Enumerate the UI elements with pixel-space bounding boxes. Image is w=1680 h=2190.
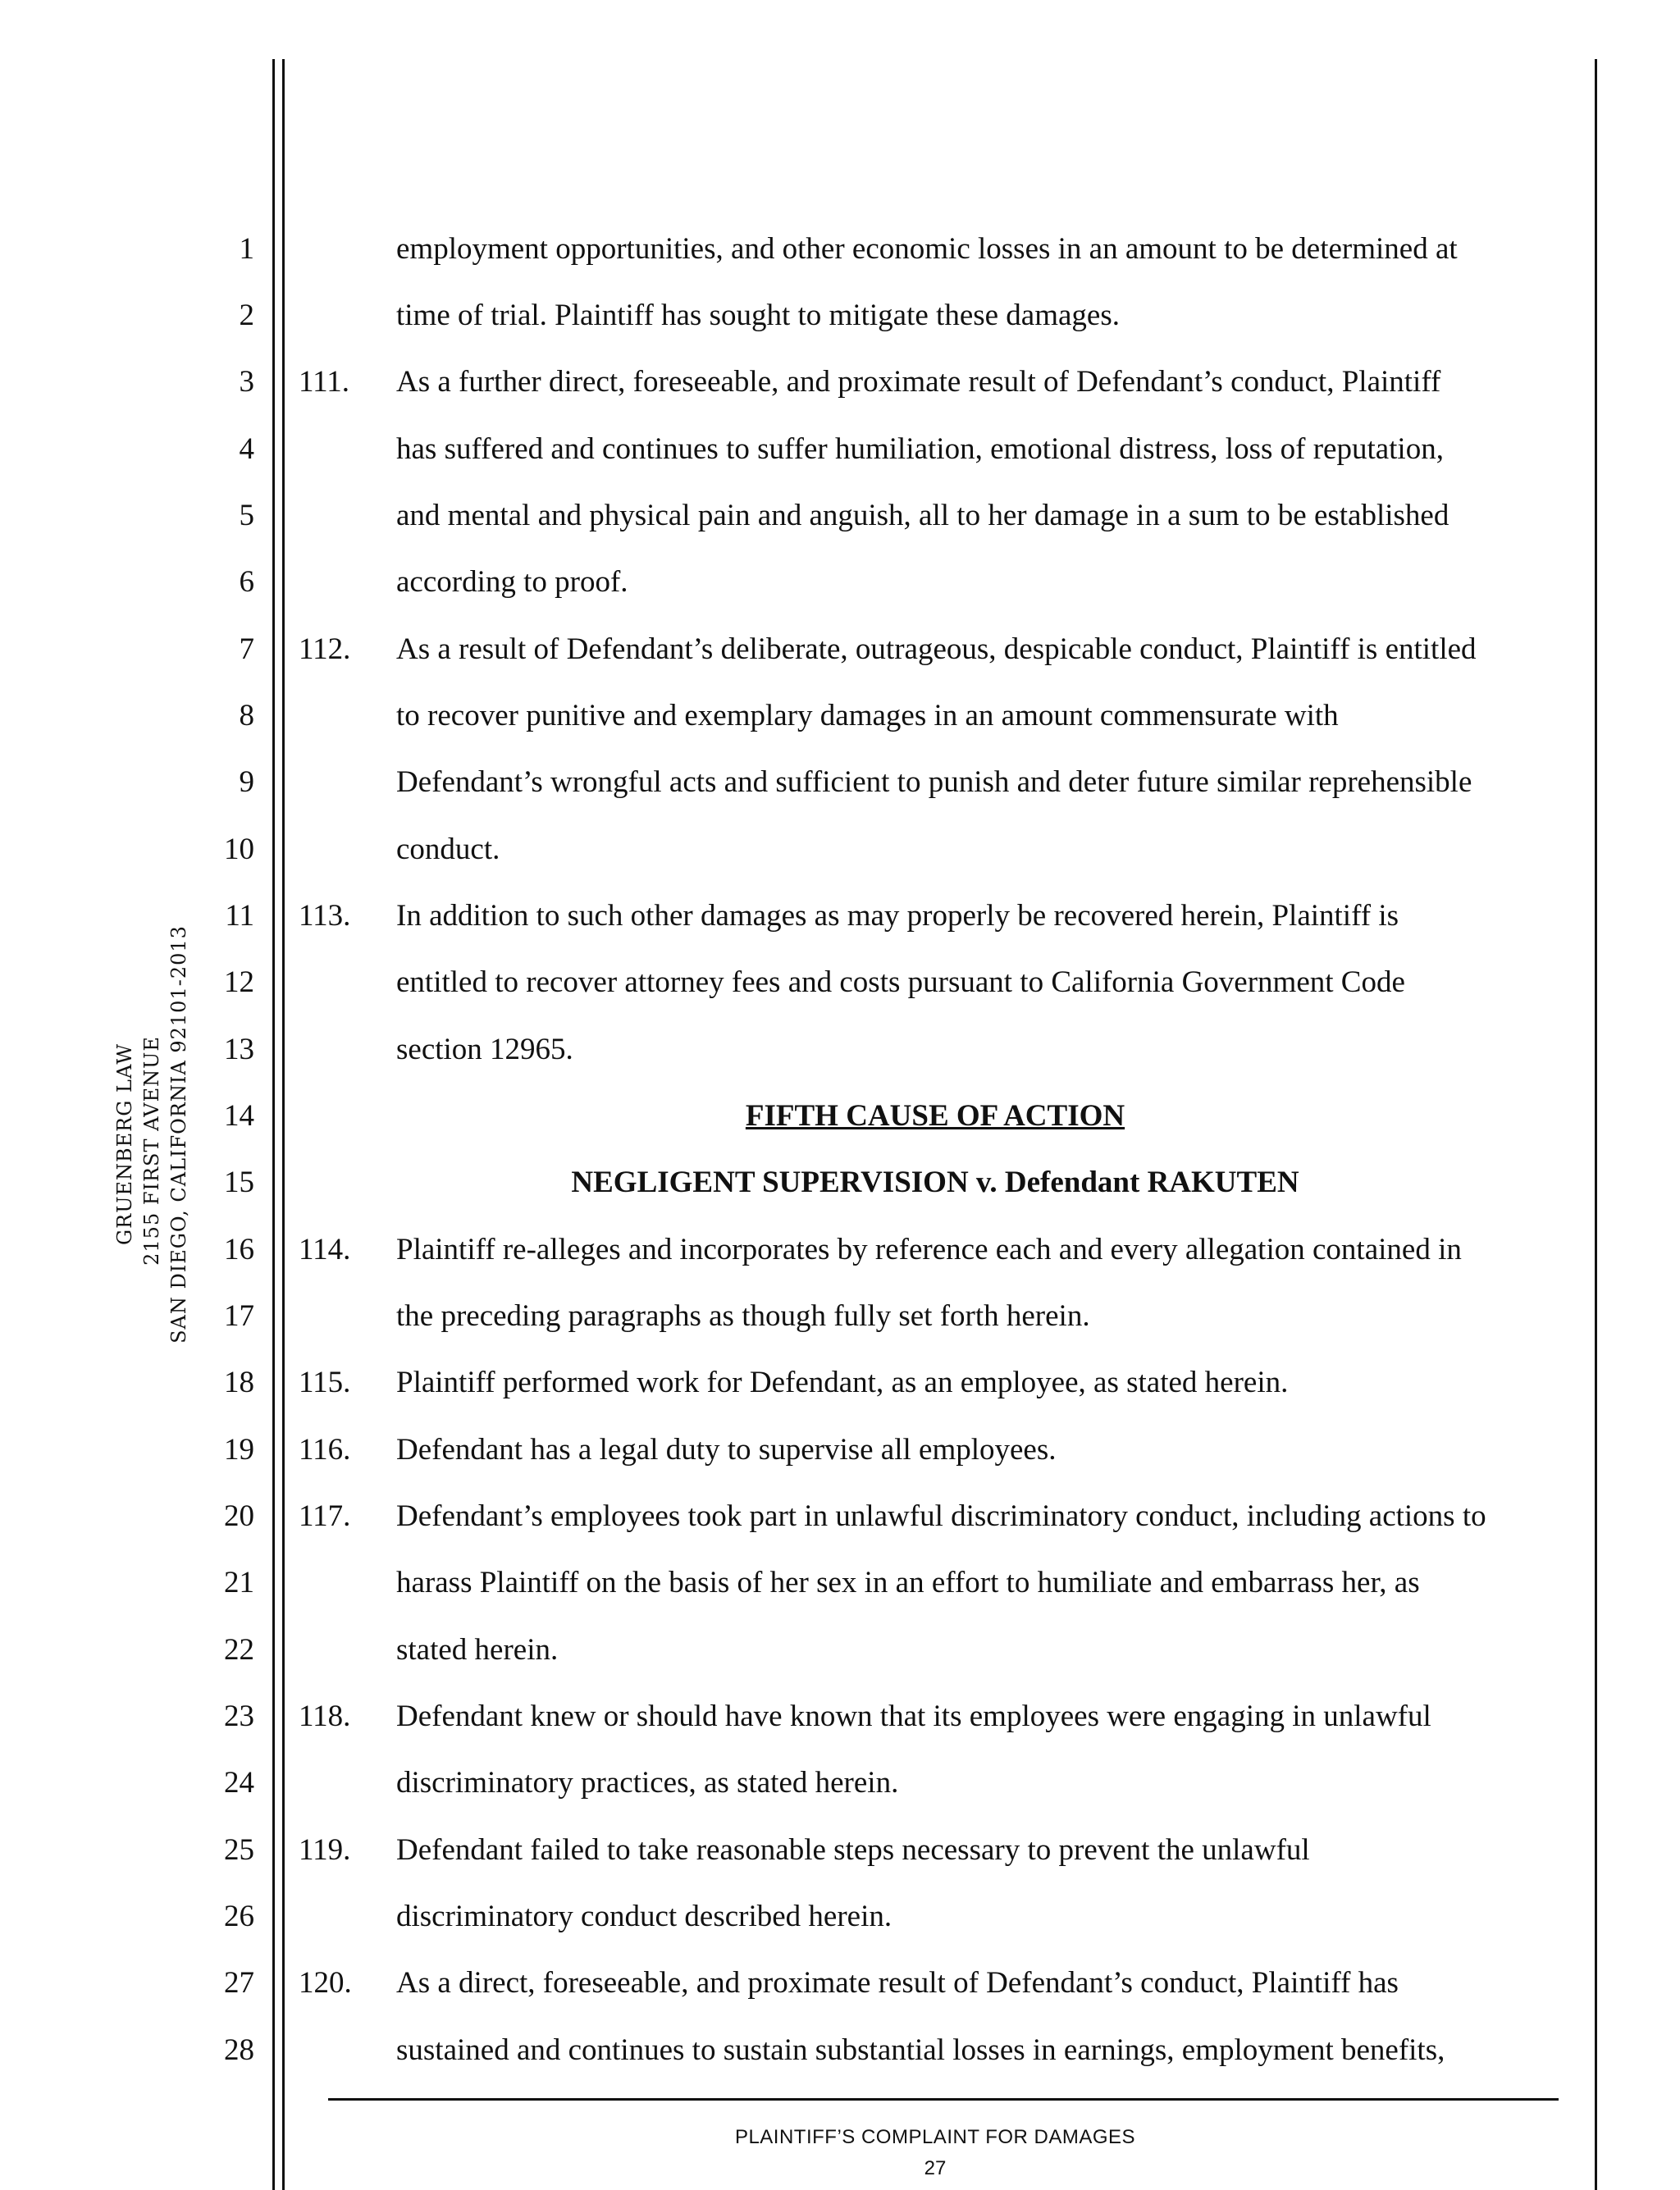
line-number: 23 — [224, 1700, 254, 1733]
text-line: As a result of Defendant’s deliberate, outrageous, despicable conduct, Plaintiff is entitled — [396, 632, 1477, 666]
line-number: 2 — [239, 299, 254, 332]
text-line: employment opportunities, and other economic losses in an amount to be determined at — [396, 232, 1458, 266]
firm-name: GRUENBERG LAW — [113, 1043, 136, 1245]
line-number: 21 — [224, 1566, 254, 1599]
text-line: discriminatory practices, as stated herein. — [396, 1766, 899, 1800]
line-number: 18 — [224, 1366, 254, 1399]
text-line: Defendant knew or should have known that its employees were engaging in unlawful — [396, 1700, 1431, 1733]
text-line: to recover punitive and exemplary damages in an amount commensurate with — [396, 699, 1339, 732]
line-number: 1 — [239, 232, 254, 266]
text-line: Plaintiff re-alleges and incorporates by reference each and every allegation contained in — [396, 1233, 1462, 1266]
text-line: Defendant’s wrongful acts and sufficient to punish and deter future similar reprehensible — [396, 765, 1472, 799]
text-line: entitled to recover attorney fees and costs pursuant to California Government Code — [396, 965, 1405, 999]
line-number: 8 — [239, 699, 254, 732]
cause-of-action-subtitle: NEGLIGENT SUPERVISION v. Defendant RAKUTEN — [571, 1166, 1299, 1199]
text-line: according to proof. — [396, 565, 628, 599]
text-line: conduct. — [396, 833, 500, 866]
text-line: time of trial. Plaintiff has sought to mitigate these damages. — [396, 299, 1121, 332]
line-number: 15 — [224, 1166, 254, 1199]
text-line: harass Plaintiff on the basis of her sex in an effort to humiliate and embarrass her, as — [396, 1566, 1420, 1599]
paragraph-number: 118. — [299, 1700, 351, 1733]
line-number: 9 — [239, 765, 254, 799]
text-line: In addition to such other damages as may properly be recovered herein, Plaintiff is — [396, 899, 1399, 933]
line-number: 7 — [239, 632, 254, 666]
right-margin-rule — [1595, 59, 1597, 2190]
footer-rule — [328, 2098, 1559, 2101]
line-number: 26 — [224, 1900, 254, 1933]
text-line: As a further direct, foreseeable, and proximate result of Defendant’s conduct, Plaintiff — [396, 365, 1441, 399]
firm-city: SAN DIEGO, CALIFORNIA 92101-2013 — [167, 925, 190, 1344]
line-number: 16 — [224, 1233, 254, 1266]
paragraph-number: 115. — [299, 1366, 351, 1399]
line-number: 22 — [224, 1633, 254, 1667]
line-number: 27 — [224, 1966, 254, 2000]
paragraph-number: 112. — [299, 632, 351, 666]
text-line: Plaintiff performed work for Defendant, as an employee, as stated herein. — [396, 1366, 1289, 1399]
paragraph-number: 111. — [299, 365, 350, 399]
paragraph-number: 114. — [299, 1233, 351, 1266]
footer-title: PLAINTIFF’S COMPLAINT FOR DAMAGES — [734, 2126, 1136, 2148]
line-number: 3 — [239, 365, 254, 399]
line-number: 28 — [224, 2033, 254, 2067]
text-line: and mental and physical pain and anguish, all to her damage in a sum to be established — [396, 499, 1449, 532]
line-number: 19 — [224, 1433, 254, 1467]
line-number: 14 — [224, 1099, 254, 1133]
line-number: 12 — [224, 965, 254, 999]
line-number: 5 — [239, 499, 254, 532]
line-number: 20 — [224, 1499, 254, 1533]
text-line: the preceding paragraphs as though fully set forth herein. — [396, 1299, 1090, 1333]
paragraph-number: 119. — [299, 1833, 351, 1867]
paragraph-number: 120. — [299, 1966, 352, 2000]
firm-street: 2155 FIRST AVENUE — [140, 1036, 163, 1266]
line-number: 17 — [224, 1299, 254, 1333]
page-number: 27 — [924, 2157, 947, 2179]
cause-of-action-heading: FIFTH CAUSE OF ACTION — [745, 1099, 1125, 1133]
text-line: As a direct, foreseeable, and proximate result of Defendant’s conduct, Plaintiff has — [396, 1966, 1399, 2000]
text-line: sustained and continues to sustain substantial losses in earnings, employment benefits, — [396, 2033, 1445, 2067]
line-number: 11 — [225, 899, 254, 933]
line-number: 4 — [239, 432, 254, 466]
line-number: 10 — [224, 833, 254, 866]
text-line: Defendant failed to take reasonable steps necessary to prevent the unlawful — [396, 1833, 1310, 1867]
line-number: 25 — [224, 1833, 254, 1867]
text-line: has suffered and continues to suffer humiliation, emotional distress, loss of reputation, — [396, 432, 1444, 466]
line-number: 6 — [239, 565, 254, 599]
text-line: discriminatory conduct described herein. — [396, 1900, 892, 1933]
text-line: Defendant has a legal duty to supervise all employees. — [396, 1433, 1057, 1467]
line-number: 24 — [224, 1766, 254, 1800]
text-line: section 12965. — [396, 1033, 573, 1066]
line-number: 13 — [224, 1033, 254, 1066]
paragraph-number: 113. — [299, 899, 351, 933]
text-line: Defendant’s employees took part in unlawful discriminatory conduct, including actions to — [396, 1499, 1486, 1533]
text-line: stated herein. — [396, 1633, 559, 1667]
paragraph-number: 116. — [299, 1433, 351, 1467]
left-margin-rule-1 — [272, 59, 275, 2190]
paragraph-number: 117. — [299, 1499, 351, 1533]
